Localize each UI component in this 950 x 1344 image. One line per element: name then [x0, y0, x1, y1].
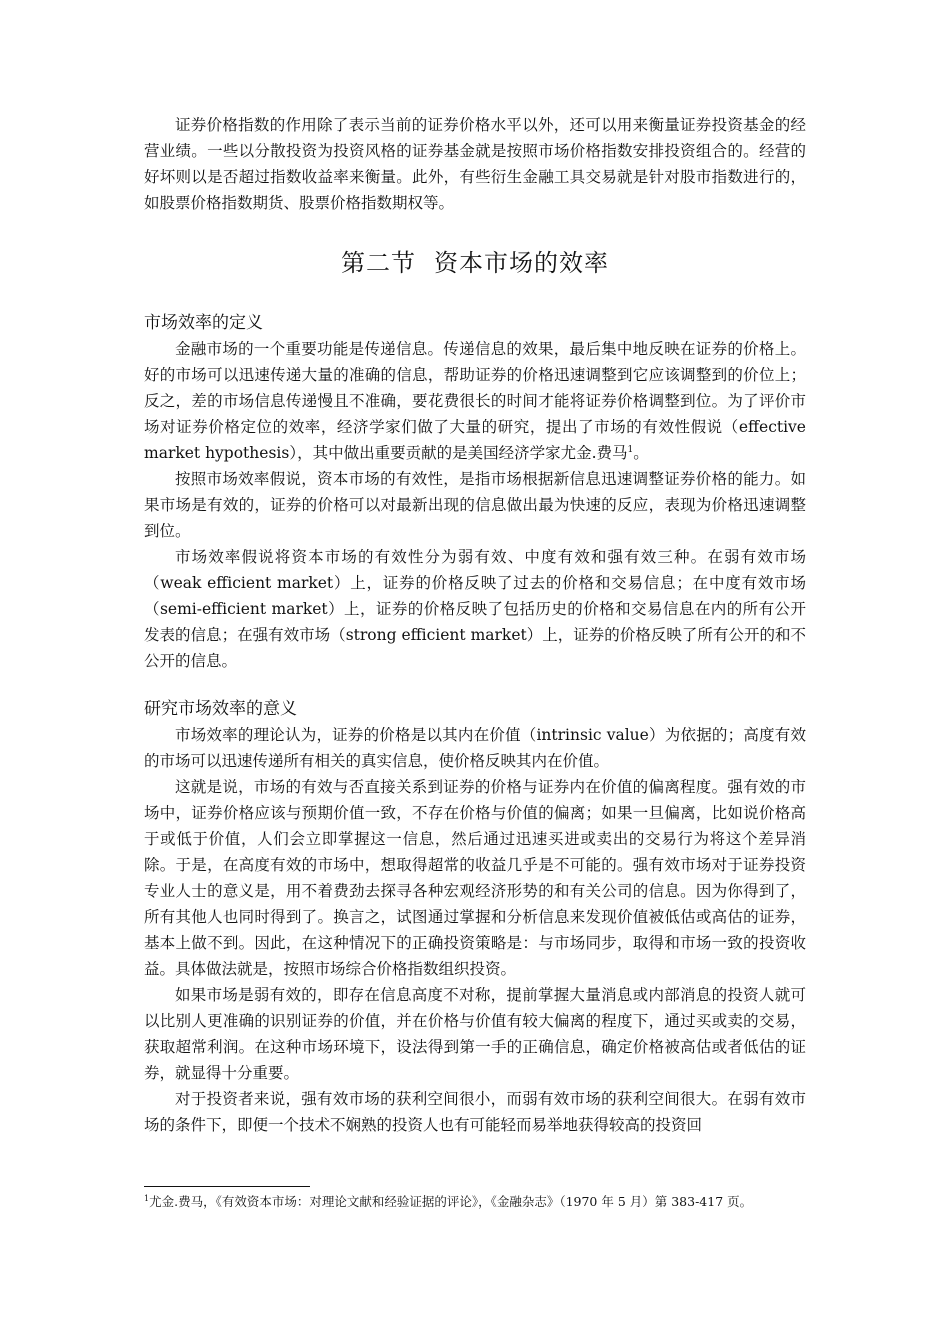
- definition-paragraph-3: 市场效率假说将资本市场的有效性分为弱有效、中度有效和强有效三种。在弱有效市场（weak efficient market）上，证券的价格反映了过去的价格和交易信息；在中度有效市场（semi-efficient market）上，证券的价格反映了包括历史的价格和交易信息在内的所有公开发表的信息；在强有效市场（strong efficient market）上，证券的价格反映了所有公开的和不公开的信息。: [144, 548, 806, 670]
- definition-paragraph-1-end: 。: [633, 444, 649, 462]
- definition-paragraph-1: [144, 336, 806, 466]
- footnote-reference: 1: [627, 444, 634, 455]
- definition-paragraph-1-text: 金融市场的一个重要功能是传递信息。传递信息的效果，最后集中地反映在证券的价格上。好的市场可以迅速传递大量的准确的信息，帮助证券的价格迅速调整到它应该调整到的价位上；反之，差的市场信息传递慢且不准确，要花费很长的时间才能将证券价格调整到位。为了评价市场对证券价格定位的效率，经济学家们做了大量的研究，提出了市场的有效性假说（effective market hypothesis），其中做出重要贡献的是美国经济学家尤金.费马: [144, 340, 806, 462]
- section-title: [144, 246, 806, 280]
- significance-paragraph-3: 如果市场是弱有效的，即存在信息高度不对称，提前掌握大量消息或内部消息的投资人就可以比别人更准确的识别证券的价值，并在价格与价值有较大偏离的程度下，通过买或卖的交易，获取超常利润。在这种市场环境下，设法得到第一手的正确信息，确定价格被高估或者低估的证券，就显得十分重要。: [144, 986, 806, 1082]
- section-name: 资本市场的效率: [434, 249, 609, 277]
- section-number: 第二节: [341, 249, 416, 277]
- footnote: [144, 1192, 806, 1211]
- significance-paragraph-1: 市场效率的理论认为，证券的价格是以其内在价值（intrinsic value）为依据的；高度有效的市场可以迅速传递所有相关的真实信息，使价格反映其内在价值。: [144, 726, 806, 770]
- page-body: [144, 112, 806, 1138]
- significance-paragraph-4: 对于投资者来说，强有效市场的获利空间很小，而弱有效市场的获利空间很大。在弱有效市场的条件下，即便一个技术不娴熟的投资人也有可能轻而易举地获得较高的投资回: [144, 1090, 806, 1134]
- subsection-heading-definition: 市场效率的定义: [144, 313, 263, 333]
- significance-paragraph-2: 这就是说，市场的有效与否直接关系到证券的价格与证券内在价值的偏离程度。强有效的市场中，证券价格应该与预期价值一致，不存在价格与价值的偏离；如果一旦偏离，比如说价格高于或低于价值，人们会立即掌握这一信息，然后通过迅速买进或卖出的交易行为将这个差异消除。于是，在高度有效的市场中，想取得超常的收益几乎是不可能的。强有效市场对于证券投资专业人士的意义是，用不着费劲去探寻各种宏观经济形势的和有关公司的信息。因为你得到了，所有其他人也同时得到了。换言之，试图通过掌握和分析信息来发现价值被低估或高估的证券，基本上做不到。因此，在这种情况下的正确投资策略是：与市场同步，取得和市场一致的投资收益。具体做法就是，按照市场综合价格指数组织投资。: [144, 778, 806, 978]
- intro-paragraph: 证券价格指数的作用除了表示当前的证券价格水平以外，还可以用来衡量证券投资基金的经营业绩。一些以分散投资为投资风格的证券基金就是按照市场价格指数安排投资组合的。经营的好坏则以是否超过指数收益率来衡量。此外，有些衍生金融工具交易就是针对股市指数进行的，如股票价格指数期货、股票价格指数期权等。: [144, 116, 806, 212]
- definition-paragraph-2: 按照市场效率假说，资本市场的有效性，是指市场根据新信息迅速调整证券价格的能力。如果市场是有效的，证券的价格可以对最新出现的信息做出最为快速的反应，表现为价格迅速调整到位。: [144, 470, 806, 540]
- footnote-separator: [144, 1186, 310, 1187]
- footnote-text: 尤金.费马，《有效资本市场：对理论文献和经验证据的评论》，《金融杂志》（1970 年 5 月）第 383-417 页。: [149, 1194, 753, 1209]
- footnote-marker: 1: [144, 1193, 150, 1203]
- subsection-heading-significance: 研究市场效率的意义: [144, 699, 297, 719]
